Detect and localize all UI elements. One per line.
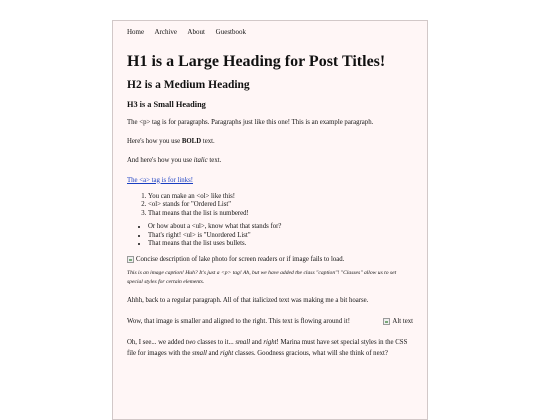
list-item: 2. <ol> stands for "Ordered List" — [148, 201, 413, 209]
nav-home-link[interactable]: Home — [127, 28, 145, 36]
broken-image-icon — [127, 256, 134, 263]
paragraph-bold — [127, 137, 413, 146]
page-container — [112, 20, 428, 420]
unordered-list — [127, 223, 413, 248]
bold-post-text: text. — [201, 138, 215, 146]
list-item: • That's right! <ul> is "Unordered List" — [148, 232, 413, 240]
classes-text-1: Oh, I see... we added — [127, 338, 186, 346]
broken-image-icon — [383, 318, 390, 325]
classes-word-small: small — [235, 338, 251, 346]
nav-about-link[interactable]: About — [187, 28, 205, 36]
heading-h3: H3 is a Small Heading — [127, 100, 206, 109]
paragraph-classes — [127, 337, 413, 359]
nav-guestbook-link[interactable]: Guestbook — [215, 28, 246, 36]
classes-text-3: and — [250, 338, 264, 346]
italic-word: italic — [193, 157, 208, 165]
paragraph-float: Wow, that image is smaller and aligned to the right. This text is flowing around it! — [127, 317, 350, 325]
paragraph-after-image: Ahhh, back to a regular paragraph. All of that italicized text was making me a bit hoarse. — [127, 297, 369, 305]
classes-word-right: right — [263, 338, 277, 346]
small-right-image-broken — [383, 318, 413, 325]
classes-text-6: classes. Goodness gracious, what will she think of next? — [233, 350, 388, 358]
classes-word-right-2: right — [220, 350, 234, 358]
classes-word-two: two — [185, 338, 196, 346]
top-nav — [127, 28, 413, 36]
list-item: 1. You can make an <ol> like this! — [148, 193, 413, 201]
list-item: • Or how about a <ul>, know what that stands for? — [148, 223, 413, 231]
lake-photo-alt-text: Concise description of lake photo for screen readers or if image fails to load. — [136, 255, 345, 263]
classes-word-small-2: small — [192, 350, 207, 358]
image-caption: This is an image caption! Huh? It's just a <p> tag! Ah, but we have added the class "caption"! "Classes" allow us to set special styles for certain elements. — [127, 269, 397, 285]
paragraph-link — [127, 176, 413, 185]
post-title-h1: H1 is a Large Heading for Post Titles! — [127, 53, 386, 70]
bold-word: BOLD — [181, 138, 202, 146]
example-link[interactable]: The <a> tag is for links! — [127, 176, 193, 184]
paragraph-intro: The <p> tag is for paragraphs. Paragraphs just like this one! This is an example paragraph. — [127, 119, 374, 126]
list-item: 3. That means that the list is numbered! — [148, 210, 413, 218]
heading-h2: H2 is a Medium Heading — [127, 79, 250, 91]
bold-pre-text: Here's how you use — [127, 138, 182, 146]
lake-photo-broken — [127, 256, 413, 263]
classes-text-5: and — [206, 350, 221, 358]
ordered-list — [127, 193, 413, 218]
classes-text-2: classes to it... — [195, 338, 236, 346]
classes-text-4: ! Marina must have set special styles in the CSS file for images with the — [127, 338, 408, 358]
italic-post-text: text. — [207, 157, 222, 165]
italic-pre-text: And here's how you use — [127, 157, 194, 165]
small-image-alt-text: Alt text — [392, 317, 413, 325]
paragraph-italic — [127, 156, 413, 165]
nav-archive-link[interactable]: Archive — [154, 28, 178, 36]
list-item: • That means that the list uses bullets. — [148, 240, 413, 248]
